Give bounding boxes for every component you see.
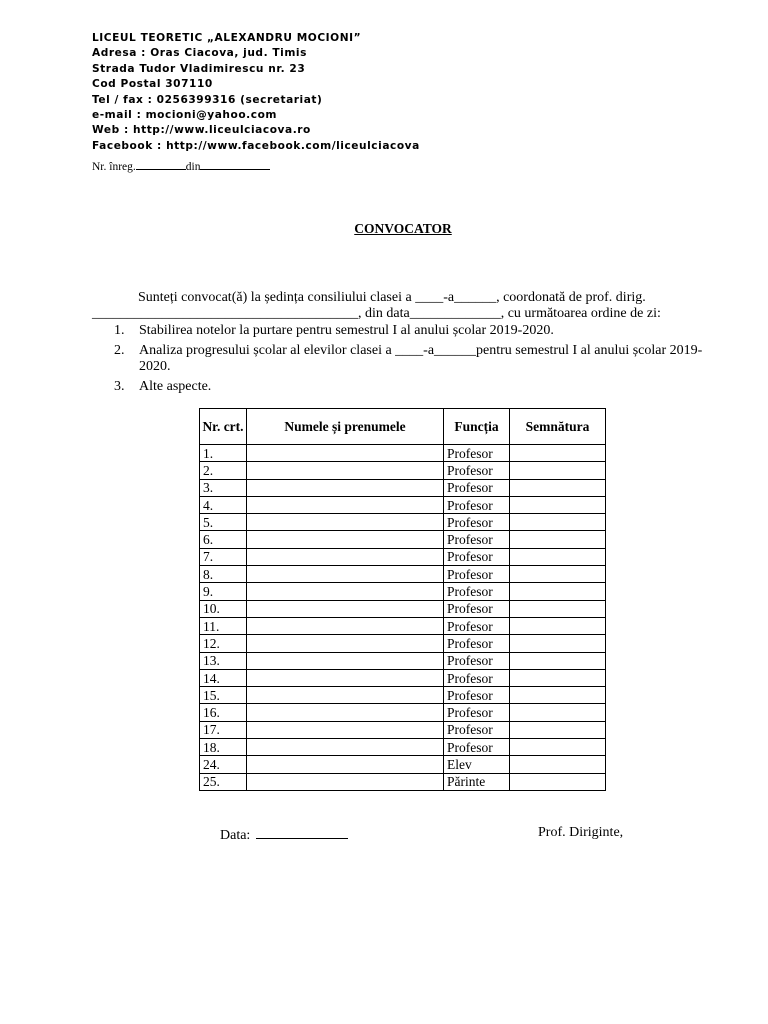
table-row [200, 756, 606, 773]
cell-signature[interactable] [510, 479, 606, 496]
cell-nr: 3. [200, 479, 247, 496]
cell-signature[interactable] [510, 462, 606, 479]
cell-name[interactable] [247, 669, 444, 686]
cell-nr: 15. [200, 687, 247, 704]
cell-signature[interactable] [510, 756, 606, 773]
cell-signature[interactable] [510, 739, 606, 756]
cell-signature[interactable] [510, 566, 606, 583]
cell-name[interactable] [247, 756, 444, 773]
cell-nr: 24. [200, 756, 247, 773]
cell-signature[interactable] [510, 617, 606, 634]
cell-function: Profesor [444, 514, 510, 531]
header-name: Numele și prenumele [247, 409, 444, 445]
cell-function: Profesor [444, 687, 510, 704]
registration-line [92, 158, 270, 173]
cell-name[interactable] [247, 704, 444, 721]
header-nr: Nr. crt. [200, 409, 247, 445]
cell-signature[interactable] [510, 687, 606, 704]
table-row [200, 600, 606, 617]
table-row [200, 462, 606, 479]
cell-function: Profesor [444, 479, 510, 496]
school-facebook: Facebook : http://www.facebook.com/liceulciacova [92, 139, 420, 152]
cell-name[interactable] [247, 617, 444, 634]
cell-signature[interactable] [510, 721, 606, 738]
table-row [200, 496, 606, 513]
table-row [200, 548, 606, 565]
cell-function: Profesor [444, 583, 510, 600]
cell-function: Profesor [444, 566, 510, 583]
school-name: LICEUL TEORETIC „ALEXANDRU MOCIONI” [92, 32, 362, 44]
cell-nr: 6. [200, 531, 247, 548]
table-row [200, 617, 606, 634]
cell-signature[interactable] [510, 445, 606, 462]
intro-line-2: ______________________________________, din data_____________, cu următoarea ordine de zi: [92, 306, 661, 321]
cell-nr: 25. [200, 773, 247, 790]
table-row [200, 669, 606, 686]
cell-nr: 12. [200, 635, 247, 652]
school-postal-code: Cod Postal 307110 [92, 78, 213, 91]
cell-name[interactable] [247, 600, 444, 617]
agenda-list [92, 323, 722, 398]
cell-nr: 14. [200, 669, 247, 686]
cell-nr: 16. [200, 704, 247, 721]
cell-signature[interactable] [510, 514, 606, 531]
table-row [200, 479, 606, 496]
agenda-item-number: 2. [114, 342, 125, 358]
school-phone: Tel / fax : 0256399316 (secretariat) [92, 93, 323, 106]
cell-nr: 4. [200, 496, 247, 513]
agenda-item-text: Stabilirea notelor la purtare pentru semestrul I al anului școlar 2019-2020. [139, 323, 554, 338]
agenda-item [92, 379, 722, 396]
cell-name[interactable] [247, 566, 444, 583]
cell-name[interactable] [247, 445, 444, 462]
cell-function: Profesor [444, 462, 510, 479]
registration-number-label: Nr. înreg. [92, 161, 136, 173]
school-street: Strada Tudor Vladimirescu nr. 23 [92, 62, 306, 75]
header-signature: Semnătura [510, 409, 606, 445]
table-row [200, 531, 606, 548]
cell-nr: 18. [200, 739, 247, 756]
table-row [200, 739, 606, 756]
cell-name[interactable] [247, 721, 444, 738]
cell-name[interactable] [247, 652, 444, 669]
cell-function: Profesor [444, 739, 510, 756]
table-row [200, 445, 606, 462]
cell-signature[interactable] [510, 548, 606, 565]
cell-name[interactable] [247, 514, 444, 531]
cell-function: Profesor [444, 669, 510, 686]
cell-function: Profesor [444, 617, 510, 634]
cell-nr: 5. [200, 514, 247, 531]
table-row [200, 635, 606, 652]
date-blank[interactable] [256, 825, 348, 839]
cell-name[interactable] [247, 531, 444, 548]
cell-function: Profesor [444, 445, 510, 462]
table-row [200, 687, 606, 704]
table-row [200, 583, 606, 600]
cell-name[interactable] [247, 462, 444, 479]
table-row [200, 652, 606, 669]
cell-function: Profesor [444, 600, 510, 617]
agenda-item [92, 343, 722, 376]
cell-name[interactable] [247, 687, 444, 704]
cell-name[interactable] [247, 773, 444, 790]
cell-nr: 9. [200, 583, 247, 600]
document-title: CONVOCATOR [354, 221, 452, 236]
cell-function: Profesor [444, 704, 510, 721]
cell-function: Profesor [444, 496, 510, 513]
cell-signature[interactable] [510, 652, 606, 669]
cell-nr: 8. [200, 566, 247, 583]
table-row [200, 721, 606, 738]
registration-number-blank [136, 158, 186, 170]
date-label: Data: [220, 828, 251, 843]
cell-nr: 13. [200, 652, 247, 669]
cell-name[interactable] [247, 548, 444, 565]
intro-line-1: Sunteți convocat(ă) la ședința consiliului clasei a ____-a______, coordonată de prof. dirig. [138, 290, 646, 305]
cell-name[interactable] [247, 635, 444, 652]
agenda-item-number: 3. [114, 378, 125, 394]
cell-function: Profesor [444, 721, 510, 738]
registration-date-label: din [185, 161, 201, 173]
cell-nr: 1. [200, 445, 247, 462]
cell-function: Profesor [444, 635, 510, 652]
cell-nr: 17. [200, 721, 247, 738]
agenda-item-text: Analiza progresului școlar al elevilor clasei a ____-a______pentru semestrul I al anului școlar 2019-2020. [139, 342, 703, 374]
cell-signature[interactable] [510, 583, 606, 600]
cell-nr: 2. [200, 462, 247, 479]
cell-function: Profesor [444, 548, 510, 565]
school-email: e-mail : mocioni@yahoo.com [92, 109, 277, 122]
cell-function: Părinte [444, 773, 510, 790]
cell-function: Profesor [444, 531, 510, 548]
school-website: Web : http://www.liceulciacova.ro [92, 124, 311, 137]
cell-signature[interactable] [510, 773, 606, 790]
header-function: Funcția [444, 409, 510, 445]
cell-name[interactable] [247, 479, 444, 496]
cell-function: Profesor [444, 652, 510, 669]
cell-signature[interactable] [510, 600, 606, 617]
table-row [200, 773, 606, 790]
cell-signature[interactable] [510, 531, 606, 548]
date-field [220, 825, 348, 844]
cell-signature[interactable] [510, 496, 606, 513]
signature-label: Prof. Diriginte, [538, 825, 624, 840]
cell-signature[interactable] [510, 704, 606, 721]
cell-name[interactable] [247, 583, 444, 600]
cell-name[interactable] [247, 496, 444, 513]
school-header [92, 31, 420, 154]
registration-date-blank [200, 158, 270, 170]
cell-name[interactable] [247, 739, 444, 756]
school-address: Adresa : Oras Ciacova, jud. Timis [92, 47, 307, 60]
attendance-table [199, 408, 606, 791]
table-header-row [200, 409, 606, 445]
cell-nr: 7. [200, 548, 247, 565]
table-row [200, 514, 606, 531]
agenda-item [92, 323, 722, 340]
table-row [200, 704, 606, 721]
cell-nr: 10. [200, 600, 247, 617]
cell-signature[interactable] [510, 669, 606, 686]
agenda-item-number: 1. [114, 323, 125, 338]
cell-function: Elev [444, 756, 510, 773]
table-row [200, 566, 606, 583]
cell-nr: 11. [200, 617, 247, 634]
cell-signature[interactable] [510, 635, 606, 652]
agenda-item-text: Alte aspecte. [139, 378, 212, 394]
